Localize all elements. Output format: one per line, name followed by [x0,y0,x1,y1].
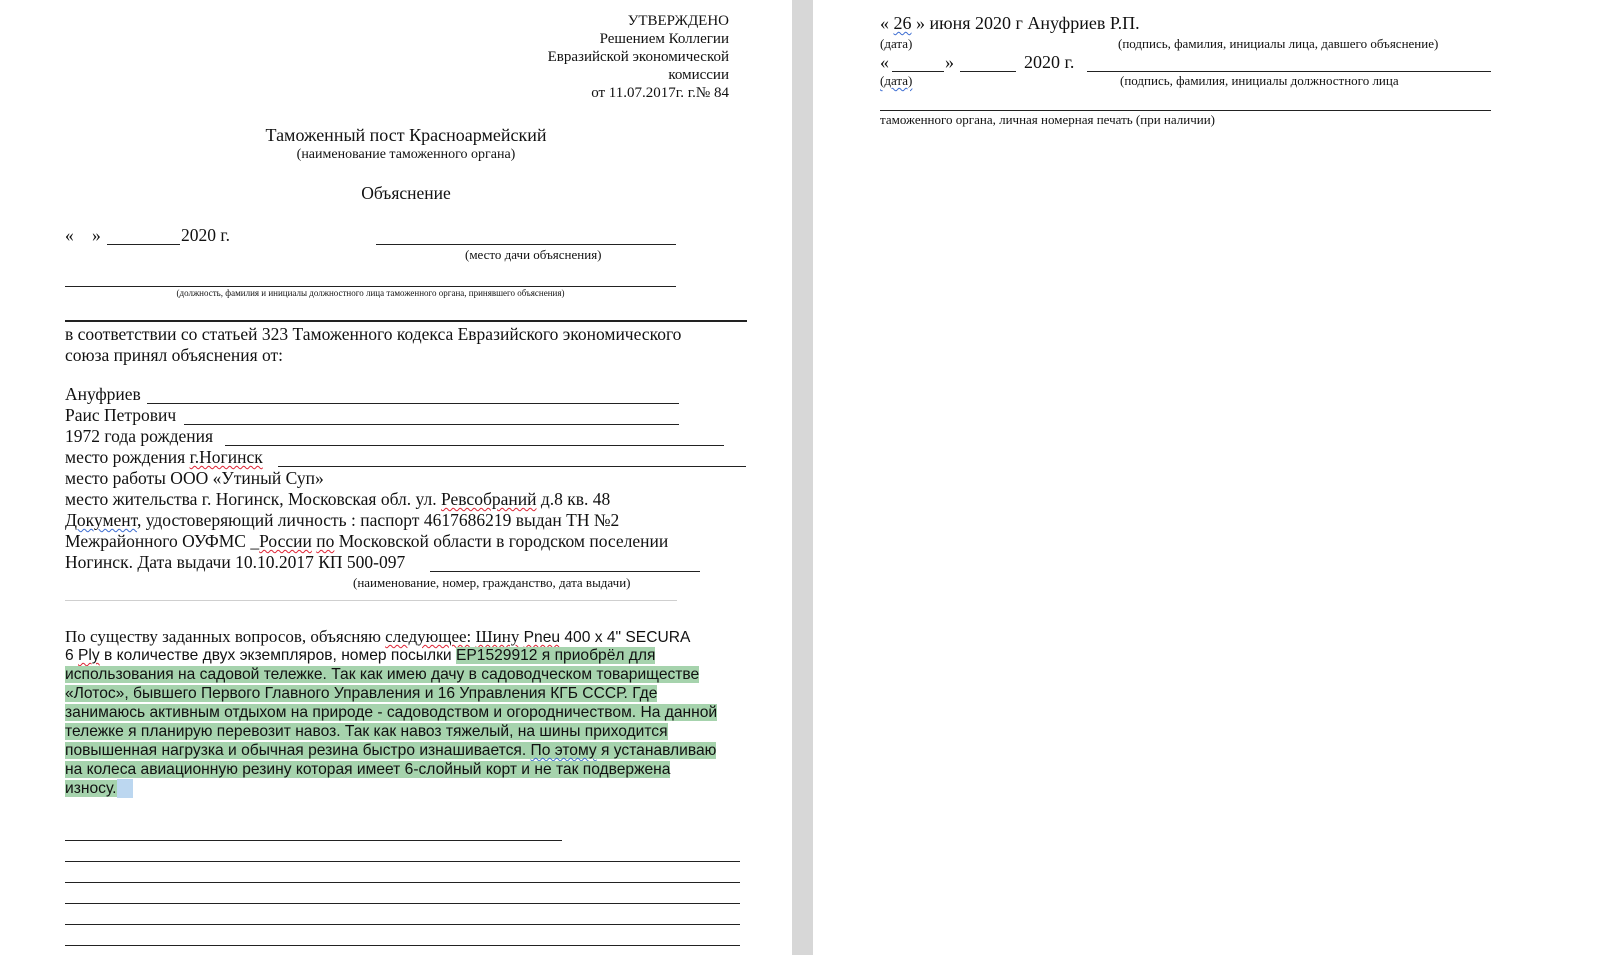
date2-close: » [945,52,954,72]
approval-line-4: комиссии [668,67,729,83]
official-signature-line [1087,71,1491,72]
document-page-1 [0,0,792,955]
id-issuer-country: России [259,531,312,551]
id-document-rest: , удостоверяющий личность : паспорт 4617686219 выдан ТН №2 [137,510,620,530]
answer-l2-d: EP1529912 я приобрёл для [455,647,656,664]
answer-lead-d: Шину [475,627,520,646]
date-close-quote: » [92,225,101,245]
document-page-2 [813,0,1600,955]
given-name: Раис Петрович [65,405,177,425]
answer-line-5 [65,703,717,722]
answer-l2-c: в количестве двух экземпляров, номер посылки [99,647,456,664]
date-open-quote: « [65,225,74,245]
birth-year: 1972 года рождения [65,426,214,446]
official-caption: (должность, фамилия и инициалы должностного лица таможенного органа, принявшего объяснения) [176,288,565,298]
id-caption: (наименование, номер, гражданство, дата выдачи) [353,575,631,590]
date-caption: (дата) [880,36,913,51]
id-issuer-suffix: Московской области в городском поселении [334,531,669,551]
date2-caption [880,73,912,89]
answer-lead-a: По существу заданных вопросов, объясняю [65,627,386,646]
approval-block [548,12,729,102]
answer-line-9 [65,779,133,798]
answer-line-7 [65,741,716,760]
residence-prefix: место жительства г. Ногинск, Московская обл. ул. [65,489,441,509]
id-issue-line [430,571,700,572]
official-seal-caption: таможенного органа, личная номерная печать (при наличии) [880,112,1215,127]
answer-line-8 [65,760,670,779]
official-line [65,286,676,287]
answer-lead-f: Pneu [523,629,561,646]
customs-post-caption: (наименование таможенного органа) [296,147,516,162]
answer-lead-g: 400 x 4" SECURA [560,629,691,646]
birthplace-line [278,466,746,467]
birthplace [65,447,263,468]
sig-day: 26 [893,13,912,33]
intro-line-2: союза принял объяснения от: [65,345,284,365]
answer-line-4 [65,684,663,703]
intro-line-1: в соответствии со статьей 323 Таможенного кодекса Евразийского экономического [65,324,682,344]
answer-lead-b: следующее: [385,627,472,646]
sig-date-open: « [880,13,894,33]
approval-line-2: Решением Коллегии [599,31,729,47]
answer-l2-a: 6 [65,647,79,664]
answer-line-6 [65,722,674,741]
official-line-2 [65,320,747,322]
answer-l9: износу. [65,780,117,797]
date2-open: « [880,52,889,72]
blank-line-3 [65,882,740,883]
sig-rest: » июня 2020 г Ануфриев Р.П. [911,13,1140,33]
answer-lead [65,626,690,648]
answer-l7-a: повышенная нагрузка и обычная резина быстро изнашивается. [65,742,531,759]
id-issuer [65,531,668,552]
answer-line-2 [65,646,661,665]
surname-line [147,403,679,404]
blank-line-6 [65,945,740,946]
birth-year-line [225,445,724,446]
answer-l7-c: я устанавливаю [596,742,717,759]
answer-l2-b: Ply [78,647,100,664]
birthplace-prefix: место рождения [65,447,190,467]
signature-caption: (подпись, фамилия, инициалы лица, давшего объяснение) [1118,36,1439,51]
answer-l9-pad [117,779,133,798]
answer-l4: «Лотос», бывшего Первого Главного Управления и 16 Управления КГБ СССР. Где [65,685,658,702]
official-signature-caption: (подпись, фамилия, инициалы должностного лица [1120,73,1399,88]
approval-line-1: УТВЕРЖДЕНО [627,13,729,29]
birthplace-city: г.Ногинск [189,447,263,467]
place-caption: (место дачи объяснения) [465,247,602,262]
answer-l6: тележке я планирую перевозит навоз. Так как навоз тяжелый, на шины приходится [65,723,668,740]
surname: Ануфриев [65,384,141,404]
given-name-line [184,424,679,425]
date-year: 2020 г. [181,225,230,245]
id-document-word: Документ [65,510,137,530]
date2-month-line [960,71,1016,72]
date-month-line [107,244,180,245]
approval-line-3: Евразийской экономической [547,49,729,65]
id-issuer-prefix: Межрайонного ОУФМС _ [65,531,260,551]
approval-line-5: от 11.07.2017г. г.№ 84 [591,85,729,101]
residence-suffix: д.8 кв. 48 [536,489,611,509]
answer-l7-b: По этому [530,742,597,759]
blank-line-1 [65,840,562,841]
answer-l3: использования на садовой тележке. Так как имею дачу в садоводческом товариществе [65,666,700,683]
blank-line-5 [65,924,740,925]
blank-line-2 [65,861,740,862]
answer-line-3 [65,665,699,684]
place-line [376,244,676,245]
date2-year: 2020 г. [1024,52,1075,72]
blank-line-4 [65,903,740,904]
id-issuer-po: по [316,531,335,551]
customs-post-name: Таможенный пост Красноармейский [265,125,547,145]
residence-street: Ревсобраний [441,489,537,509]
residence [65,489,610,510]
id-issue-date: Ногинск. Дата выдачи 10.10.2017 КП 500-097 [65,552,406,572]
answer-l8: на колеса авиационную резину которая имеет 6-слойный корт и не так подвержена [65,761,671,778]
document-title: Объяснение [361,183,451,203]
workplace: место работы ООО «Утиный Суп» [65,468,324,488]
id-document [65,510,619,531]
date2-caption-text: (дата) [880,73,913,88]
signature-date-line [880,13,1140,34]
section-divider [65,600,677,601]
answer-l5: занимаюсь активным отдыхом на природе - садоводством и огородничеством. На данной [65,704,718,721]
official-seal-line [880,110,1491,111]
date2-day-line [892,71,944,72]
